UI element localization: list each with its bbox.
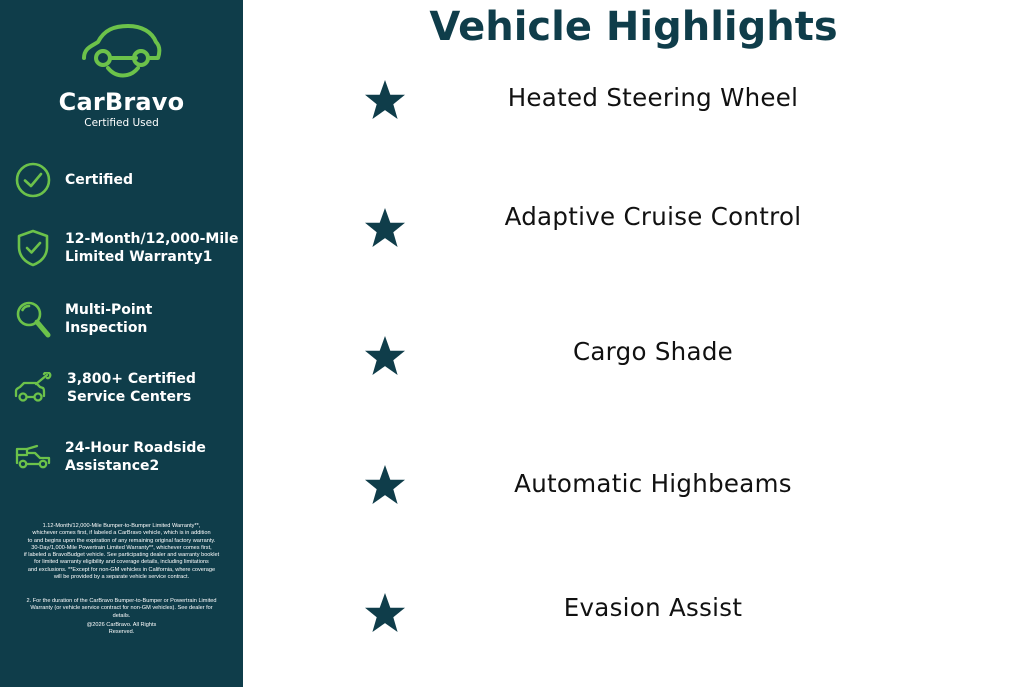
car-smile-icon <box>80 20 164 82</box>
feature-certified <box>14 161 239 199</box>
highlight-item: Adaptive Cruise Control <box>504 202 802 231</box>
feature-label: 3,800+ Certified Service Centers <box>67 371 196 405</box>
highlight-item: Heated Steering Wheel <box>507 83 799 112</box>
fine-print-warranty: 1.12-Month/12,000-Mile Bumper-to-Bumper Limited Warranty**, whichever comes first, if labeled a CarBravo vehicle, which is in addition to and begins upon the expiration of any remaining original factory warranty. 30-Day/1,000-Mile Powertrain Limited Warranty**, whichever comes first, if labeled a BravoBudget vehicle. See participating dealer and warranty booklet for limited warranty eligibility and coverage details, including limitations and exclusions. **Except for non-GM vehicles in California, where coverage will be provided by a separate vehicle service contract. <box>23 523 220 581</box>
feature-label: Certified <box>65 172 134 188</box>
brand-name: CarBravo <box>58 88 185 116</box>
car-wrench-icon <box>14 369 52 407</box>
fine-print-duration: 2. For the duration of the CarBravo Bumper-to-Bumper or Powertrain Limited Warranty (or vehicle service contract for non-GM vehicles). See dealer for details. <box>26 598 217 619</box>
star-icon <box>364 464 406 506</box>
brand-logo <box>0 20 243 129</box>
feature-label: 24-Hour Roadside Assistance2 <box>65 440 206 474</box>
magnifier-icon <box>14 300 52 338</box>
highlight-item: Evasion Assist <box>563 593 743 622</box>
highlight-item: Automatic Highbeams <box>514 469 792 498</box>
highlight-item: Cargo Shade <box>572 337 734 366</box>
feature-inspection <box>14 300 239 338</box>
page-title: Vehicle Highlights <box>429 4 838 50</box>
sidebar <box>0 0 243 687</box>
feature-label: Multi-Point Inspection <box>65 302 153 336</box>
star-icon <box>364 335 406 377</box>
feature-roadside <box>14 438 239 476</box>
brand-tagline: Certified Used <box>84 117 159 129</box>
feature-service-centers <box>14 369 239 407</box>
tow-truck-icon <box>14 438 52 476</box>
check-circle-icon <box>14 161 52 199</box>
shield-check-icon <box>14 229 52 267</box>
copyright: @2026 CarBravo. All Rights Reserved. <box>86 622 157 636</box>
star-icon <box>364 592 406 634</box>
star-icon <box>364 207 406 249</box>
star-icon <box>364 79 406 121</box>
feature-label: 12-Month/12,000-Mile Limited Warranty1 <box>65 231 239 265</box>
feature-warranty <box>14 229 239 267</box>
